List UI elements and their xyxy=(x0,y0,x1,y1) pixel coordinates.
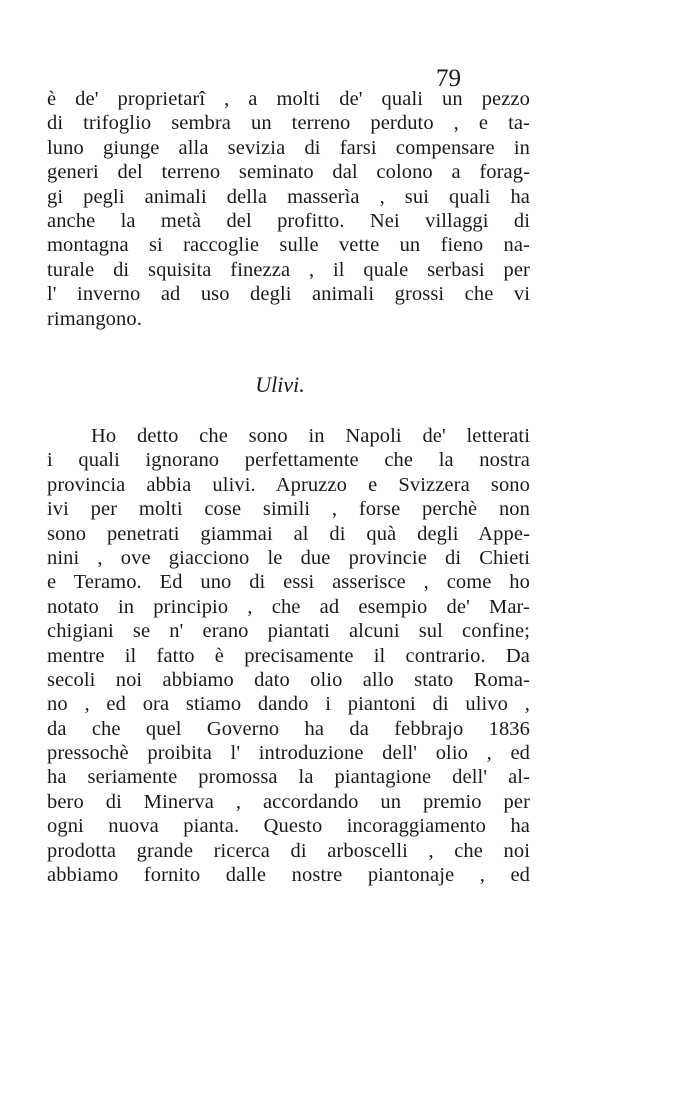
text-line: è de' proprietarî , a molti de' quali un pezzo xyxy=(47,88,530,110)
text-line: nini , ove giacciono le due provincie di Chieti xyxy=(47,546,530,569)
text-line: Ho detto che sono in Napoli de' letterati xyxy=(91,425,530,447)
text-line: sono penetrati giammai al di quà degli Appe- xyxy=(47,522,530,545)
text-line: ha seriamente promossa la piantagione dell' al- xyxy=(47,766,530,789)
text-line: turale di squisita finezza , il quale serbasi per xyxy=(47,258,530,281)
page-number: 79 xyxy=(436,65,461,92)
text-line: notato in principio , che ad esempio de' Mar- xyxy=(47,595,530,618)
text-line: da che quel Governo ha da febbrajo 1836 xyxy=(47,717,530,740)
text-line: prodotta grande ricerca di arboscelli , che noi xyxy=(47,839,530,862)
section-heading: Ulivi. xyxy=(255,372,305,397)
text-line: gi pegli animali della masserìa , sui quali ha xyxy=(47,185,530,208)
paragraph-ulivi xyxy=(47,424,530,887)
text-line: secoli noi abbiamo dato olio allo stato Roma- xyxy=(47,668,530,691)
text-line: ogni nuova pianta. Questo incoraggiamento ha xyxy=(47,815,530,838)
text-line: l' inverno ad uso degli animali grossi che vi xyxy=(47,283,530,306)
text-line: i quali ignorano perfettamente che la nostra xyxy=(47,449,530,472)
text-line: anche la metà del profitto. Nei villaggi di xyxy=(47,209,530,232)
text-line: bero di Minerva , accordando un premio per xyxy=(47,790,530,813)
text-line: no , ed ora stiamo dando i piantoni di ulivo , xyxy=(47,693,530,716)
paragraph-continuation xyxy=(47,87,530,331)
text-line: montagna si raccoglie sulle vette un fieno na- xyxy=(47,234,530,257)
text-line: rimangono. xyxy=(47,307,142,330)
text-line: abbiamo fornito dalle nostre piantonaje , ed xyxy=(47,864,530,887)
text-line: luno giunge alla sevizia di farsi compensare in xyxy=(47,136,530,159)
text-line: generi del terreno seminato dal colono a forag- xyxy=(47,161,530,184)
text-line: di trifoglio sembra un terreno perduto , e ta- xyxy=(47,112,530,135)
text-line: provincia abbia ulivi. Apruzzo e Svizzera sono xyxy=(47,473,530,496)
text-line: pressochè proibita l' introduzione dell' olio , ed xyxy=(47,742,530,765)
text-line: mentre il fatto è precisamente il contrario. Da xyxy=(47,644,530,667)
text-line: e Teramo. Ed uno di essi asserisce , come ho xyxy=(47,571,530,594)
text-line: ivi per molti cose simili , forse perchè non xyxy=(47,498,530,521)
text-line: chigiani se n' erano piantati alcuni sul confine; xyxy=(47,620,530,643)
